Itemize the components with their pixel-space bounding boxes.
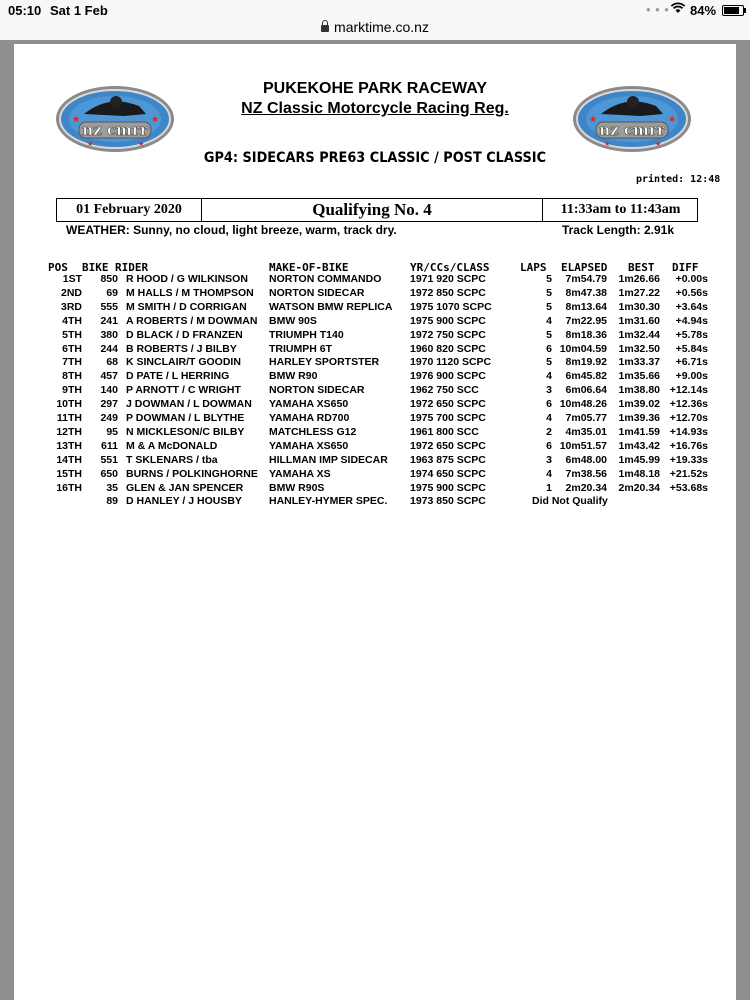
cell-laps: 3	[546, 384, 552, 397]
cell-elapsed: 8m47.38	[565, 286, 607, 299]
cell-bike: 380	[100, 328, 118, 341]
cell-bike: 850	[100, 273, 118, 285]
cell-make: YAMAHA XS650	[269, 398, 349, 411]
cell-elapsed: 7m38.56	[565, 467, 607, 480]
cell-rider: A ROBERTS / M DOWMAN	[126, 314, 258, 327]
cell-diff: +53.68s	[669, 481, 708, 494]
cell-laps: 3	[546, 453, 552, 466]
clock: 05:10	[8, 3, 42, 18]
date: Sat 1 Feb	[50, 3, 108, 18]
cell-pos: 13TH	[56, 439, 82, 452]
cell-make: NORTON SIDECAR	[269, 384, 365, 397]
session-date: 01 February 2020	[57, 199, 202, 221]
cell-elapsed: 8m13.64	[565, 300, 607, 313]
cell-pos: 11TH	[56, 412, 82, 424]
cell-bike: 555	[100, 300, 118, 313]
cell-rider: BURNS / POLKINGHORNE	[126, 467, 258, 480]
cell-pos: 8TH	[62, 370, 82, 383]
cell-diff: +4.94s	[675, 314, 708, 327]
header-best: BEST	[628, 261, 655, 274]
cell-make: TRIUMPH T140	[269, 328, 344, 341]
cell-elapsed: 6m06.64	[565, 384, 607, 397]
cell-class: 1970 1120 SCPC	[410, 356, 492, 369]
cell-elapsed: 2m20.34	[565, 481, 607, 494]
cell-class: 1975 900 SCPC	[410, 481, 486, 494]
cell-best: 1m38.80	[618, 384, 660, 397]
cell-bike: 611	[101, 439, 118, 452]
table-row	[48, 454, 708, 468]
cell-make: YAMAHA XS	[269, 467, 331, 480]
header-elapsed: ELAPSED	[561, 261, 608, 274]
cell-bike: 89	[106, 495, 118, 508]
cell-bike: 249	[100, 412, 118, 424]
lock-icon	[321, 25, 329, 32]
cell-best: 1m27.22	[618, 286, 660, 299]
cell-elapsed: 7m54.79	[565, 273, 607, 285]
cell-diff: +3.64s	[675, 300, 708, 313]
cell-elapsed: 6m45.82	[565, 370, 607, 383]
cell-rider: D HANLEY / J HOUSBY	[126, 495, 242, 508]
table-row	[48, 343, 708, 357]
cell-bike: 69	[106, 286, 118, 299]
header-pos: POS	[48, 261, 68, 274]
cell-best: 1m32.44	[618, 328, 660, 341]
cell-best: 1m26.66	[618, 273, 660, 285]
cell-class: 1974 650 SCPC	[410, 467, 486, 480]
cell-rider: B ROBERTS / J BILBY	[126, 342, 237, 355]
header-bike: BIKE	[82, 261, 109, 274]
cell-rider: P ARNOTT / C WRIGHT	[126, 384, 241, 397]
results-document	[14, 44, 736, 1000]
cell-pos: 16TH	[56, 481, 82, 494]
table-row	[48, 426, 708, 440]
cell-laps: 5	[546, 300, 552, 313]
cell-diff: +14.93s	[669, 425, 708, 438]
cell-elapsed: 10m48.26	[559, 398, 607, 411]
table-row	[48, 412, 708, 426]
status-bar	[0, 0, 750, 40]
cell-rider: T SKLENARS / tba	[126, 453, 218, 466]
svg-text:nz cmrr: nz cmrr	[599, 121, 665, 139]
table-row	[48, 384, 708, 398]
event-title: GP4: SIDECARS PRE63 CLASSIC / POST CLASSIC	[203, 150, 547, 166]
cell-laps: 4	[546, 370, 552, 383]
cell-class: 1975 700 SCPC	[410, 412, 486, 424]
cell-class: 1976 900 SCPC	[410, 370, 486, 383]
cell-make: HANLEY-HYMER SPEC.	[269, 495, 388, 508]
table-row	[48, 440, 708, 454]
cell-elapsed: 7m22.95	[565, 314, 607, 327]
cell-pos: 6TH	[62, 342, 82, 355]
svg-text:★: ★	[589, 114, 598, 124]
cell-make: TRIUMPH 6T	[269, 342, 332, 355]
cell-pos: 5TH	[62, 328, 82, 341]
svg-text:★: ★	[604, 141, 611, 148]
cell-bike: 551	[100, 453, 118, 466]
multitask-dots-icon[interactable]: ● ● ●	[646, 5, 670, 14]
cell-bike: 650	[100, 467, 118, 480]
cell-bike: 457	[100, 370, 118, 383]
session-info-box	[56, 198, 698, 222]
table-row-dnq	[48, 495, 708, 509]
cell-class: 1963 875 SCPC	[410, 453, 486, 466]
session-time: 11:33am to 11:43am	[542, 199, 698, 221]
table-row	[48, 356, 708, 370]
cell-bike: 95	[106, 425, 118, 438]
cell-pos: 9TH	[62, 384, 82, 397]
cell-laps: 4	[546, 314, 552, 327]
url-text: marktime.co.nz	[334, 19, 429, 35]
cell-rider: GLEN & JAN SPENCER	[126, 481, 244, 494]
cell-rider: M SMITH / D CORRIGAN	[126, 300, 247, 313]
cell-diff: +19.33s	[669, 453, 708, 466]
cell-rider: D BLACK / D FRANZEN	[126, 328, 243, 341]
cell-elapsed: 6m48.00	[565, 453, 607, 466]
cell-class: 1972 850 SCPC	[410, 286, 486, 299]
cell-make: HARLEY SPORTSTER	[269, 356, 380, 369]
svg-text:★: ★	[151, 114, 160, 124]
cell-laps: 5	[546, 356, 552, 369]
cell-make: BMW 90S	[269, 314, 317, 327]
cell-laps: 1	[546, 481, 552, 494]
organizer-title: NZ Classic Motorcycle Racing Reg.	[241, 100, 509, 117]
cell-pos: 10TH	[56, 398, 82, 411]
session-name: Qualifying No. 4	[312, 200, 432, 219]
cell-bike: 68	[106, 356, 118, 369]
cell-status: Did Not Qualify	[532, 495, 608, 508]
battery-percent: 84%	[690, 3, 717, 18]
cell-bike: 241	[100, 314, 118, 327]
header-laps: LAPS	[520, 261, 547, 274]
cell-laps: 5	[546, 273, 552, 285]
cell-diff: +0.00s	[675, 273, 708, 285]
header-class: YR/CCs/CLASS	[410, 261, 490, 274]
cell-best: 2m20.34	[618, 481, 660, 494]
cell-bike: 244	[100, 342, 118, 355]
table-row	[48, 370, 708, 384]
cell-pos: 4TH	[62, 314, 82, 327]
cell-class: 1973 850 SCPC	[410, 495, 486, 508]
cell-laps: 5	[546, 286, 552, 299]
table-row	[48, 287, 708, 301]
battery-icon	[722, 5, 744, 16]
table-row	[48, 273, 708, 287]
cell-elapsed: 8m19.92	[565, 356, 607, 369]
svg-text:★: ★	[655, 141, 662, 148]
cell-best: 1m48.18	[618, 467, 660, 480]
table-row	[48, 315, 708, 329]
svg-text:★: ★	[72, 114, 81, 124]
cell-make: WATSON BMW REPLICA	[269, 300, 393, 313]
track-length: Track Length: 2.91k	[561, 223, 674, 237]
table-row	[48, 468, 708, 482]
cell-best: 1m41.59	[618, 425, 660, 438]
cell-best: 1m45.99	[618, 453, 660, 466]
cell-pos: 1ST	[62, 273, 82, 285]
cell-diff: +12.70s	[669, 412, 708, 424]
cell-elapsed: 8m18.36	[565, 328, 607, 341]
cell-diff: +5.84s	[675, 342, 708, 355]
cell-diff: +6.71s	[675, 356, 708, 369]
cell-rider: P DOWMAN / L BLYTHE	[126, 412, 245, 424]
cell-laps: 2	[546, 425, 552, 438]
cell-elapsed: 10m04.59	[559, 342, 607, 355]
header-rider: RIDER	[115, 261, 149, 274]
cell-best: 1m30.30	[618, 300, 660, 313]
cell-diff: +9.00s	[675, 370, 708, 383]
cell-class: 1961 800 SCC	[410, 425, 479, 438]
cell-pos: 14TH	[56, 453, 82, 466]
cell-best: 1m39.36	[618, 412, 660, 424]
header-make: MAKE-OF-BIKE	[269, 261, 349, 274]
header-diff: DIFF	[672, 261, 699, 274]
cell-class: 1960 820 SCPC	[410, 342, 486, 355]
cell-diff: +0.56s	[675, 286, 708, 299]
svg-text:★: ★	[138, 141, 145, 148]
cell-pos: 15TH	[56, 467, 82, 480]
cell-make: YAMAHA XS650	[269, 439, 349, 452]
cell-laps: 6	[546, 342, 552, 355]
cell-elapsed: 7m05.77	[565, 412, 607, 424]
svg-text:★: ★	[668, 114, 677, 124]
cell-make: BMW R90S	[269, 481, 325, 494]
cell-laps: 5	[546, 328, 552, 341]
svg-text:★: ★	[87, 141, 94, 148]
cell-make: HILLMAN IMP SIDECAR	[269, 453, 388, 466]
weather-info: WEATHER: Sunny, no cloud, light breeze, warm, track dry.	[66, 223, 397, 237]
cell-make: MATCHLESS G12	[269, 425, 357, 438]
svg-text:nz cmrr: nz cmrr	[82, 121, 148, 139]
cell-class: 1962 750 SCC	[410, 384, 479, 397]
cell-rider: M HALLS / M THOMPSON	[126, 286, 254, 299]
cell-diff: +5.78s	[675, 328, 708, 341]
cell-best: 1m39.02	[618, 398, 660, 411]
cell-best: 1m33.37	[618, 356, 660, 369]
cell-rider: R HOOD / G WILKINSON	[126, 273, 248, 285]
cell-pos: 7TH	[62, 356, 82, 369]
cell-rider: N MICKLESON/C BILBY	[126, 425, 245, 438]
table-row	[48, 329, 708, 343]
table-row	[48, 482, 708, 496]
cell-bike: 297	[100, 398, 118, 411]
address-bar[interactable]	[0, 19, 750, 35]
cell-laps: 6	[546, 398, 552, 411]
cell-diff: +21.52s	[669, 467, 708, 480]
cell-class: 1972 750 SCPC	[410, 328, 486, 341]
cell-pos: 12TH	[56, 425, 82, 438]
cell-rider: M & A McDONALD	[126, 439, 218, 452]
table-row	[48, 301, 708, 315]
cell-pos: 3RD	[60, 300, 82, 313]
cell-diff: +16.76s	[669, 439, 708, 452]
cell-diff: +12.14s	[669, 384, 708, 397]
cell-laps: 4	[546, 467, 552, 480]
cell-bike: 35	[106, 481, 118, 494]
cell-rider: K SINCLAIR/T GOODIN	[126, 356, 241, 369]
printed-time: printed: 12:48	[636, 174, 721, 185]
cell-elapsed: 10m51.57	[559, 439, 607, 452]
cell-rider: D PATE / L HERRING	[126, 370, 230, 383]
cell-laps: 4	[546, 412, 552, 424]
cell-rider: J DOWMAN / L DOWMAN	[126, 398, 252, 411]
cell-make: NORTON SIDECAR	[269, 286, 365, 299]
cell-pos: 2ND	[60, 286, 82, 299]
cell-class: 1972 650 SCPC	[410, 439, 486, 452]
cell-best: 1m35.66	[618, 370, 660, 383]
cell-make: BMW R90	[269, 370, 318, 383]
cell-class: 1975 900 SCPC	[410, 314, 486, 327]
table-row	[48, 398, 708, 412]
cell-laps: 6	[546, 439, 552, 452]
cell-diff: +12.36s	[669, 398, 708, 411]
cell-make: YAMAHA RD700	[269, 412, 350, 424]
wifi-icon	[670, 2, 686, 14]
cell-class: 1971 920 SCPC	[410, 273, 486, 285]
cell-best: 1m31.60	[618, 314, 660, 327]
cell-class: 1972 650 SCPC	[410, 398, 486, 411]
cell-best: 1m43.42	[618, 439, 660, 452]
cell-elapsed: 4m35.01	[565, 425, 607, 438]
venue-title: PUKEKOHE PARK RACEWAY	[262, 80, 488, 97]
cell-best: 1m32.50	[618, 342, 660, 355]
cell-make: NORTON COMMANDO	[269, 273, 382, 285]
cell-class: 1975 1070 SCPC	[410, 300, 492, 313]
cell-bike: 140	[100, 384, 118, 397]
